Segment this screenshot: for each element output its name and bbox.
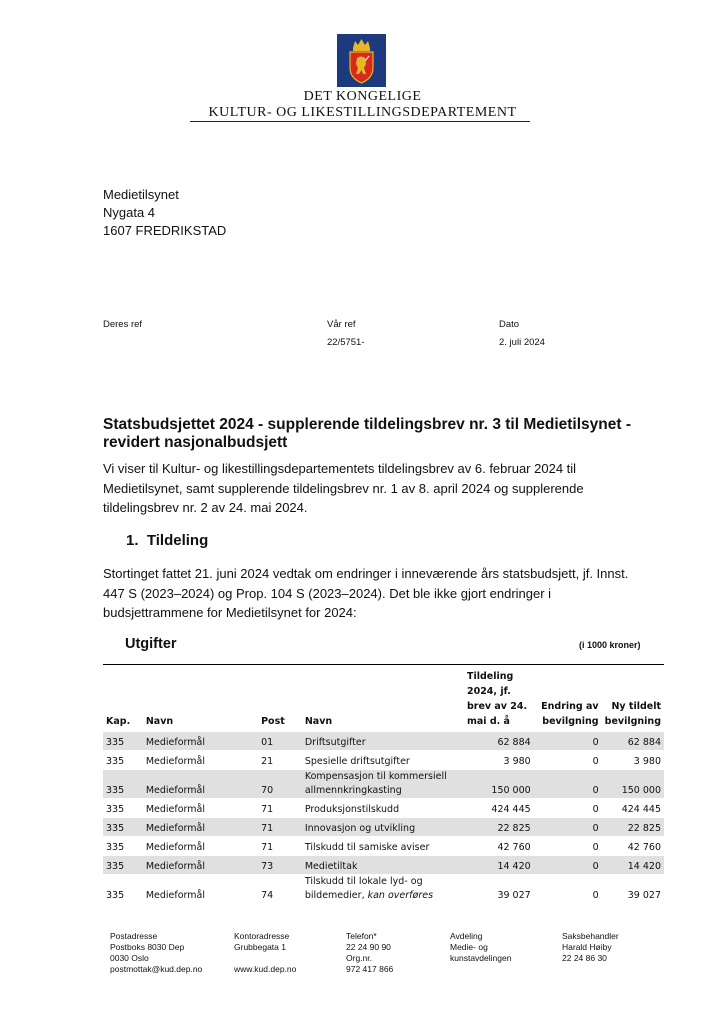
header-line: Tildeling <box>466 671 514 682</box>
cell-tildeling: 424 445 <box>464 799 534 818</box>
var-ref-label: Vår ref <box>327 319 356 330</box>
table-row <box>103 837 664 856</box>
header-line: mai d. å <box>466 716 510 727</box>
cell-postnavn: Spesielle driftsutgifter <box>302 751 464 770</box>
cell-ny: 22 825 <box>602 818 664 837</box>
table-unit: (i 1000 kroner) <box>579 640 641 650</box>
footer-line: 22 24 90 90 <box>346 942 391 952</box>
cell-kap: 335 <box>103 732 143 751</box>
col-header-post: Post <box>261 716 285 727</box>
col-header-postnavn: Navn <box>304 716 333 727</box>
cell-kap: 335 <box>103 856 143 875</box>
footer-department <box>450 931 511 964</box>
cell-ny: 42 760 <box>602 837 664 856</box>
table-row <box>103 732 664 751</box>
footer-line: Avdeling <box>450 931 483 941</box>
cell-navn: Medieformål <box>143 770 258 799</box>
header-line: 2024, jf. <box>466 686 511 697</box>
cell-postnavn: Driftsutgifter <box>302 732 464 751</box>
cell-post: 71 <box>258 799 302 818</box>
footer-postal <box>110 931 202 975</box>
recipient-city: 1607 FREDRIKSTAD <box>103 223 227 238</box>
header-line: brev av 24. <box>466 701 528 712</box>
col-header-ny <box>602 668 664 732</box>
cell-endring: 0 <box>534 856 602 875</box>
cell-post: 74 <box>258 875 302 904</box>
cell-postnavn: Tilskudd til samiske aviser <box>302 837 464 856</box>
footer-line: Kontoradresse <box>234 931 290 941</box>
recipient-address <box>103 186 226 240</box>
cell-post: 70 <box>258 770 302 799</box>
cell-tildeling: 42 760 <box>464 837 534 856</box>
ministry-name-line1: DET KONGELIGE <box>303 89 422 104</box>
footer-website[interactable]: www.kud.dep.no <box>234 964 297 974</box>
footer-office <box>234 931 296 975</box>
footer-line: Postadresse <box>110 931 158 941</box>
intro-line: tildelingsbrev nr. 2 av 24. mai 2024. <box>103 500 308 515</box>
cell-tildeling: 150 000 <box>464 770 534 799</box>
cell-post: 21 <box>258 751 302 770</box>
cell-post: 01 <box>258 732 302 751</box>
cell-kap: 335 <box>103 770 143 799</box>
table-row <box>103 770 664 799</box>
cell-ny: 39 027 <box>602 875 664 904</box>
cell-navn: Medieformål <box>143 799 258 818</box>
postnavn-line: Tilskudd til lokale lyd- og <box>304 876 423 887</box>
body-line: 447 S (2023–2024) og Prop. 104 S (2023–2024). Det ble ikke gjort endringer i <box>103 585 552 601</box>
cell-ny: 3 980 <box>602 751 664 770</box>
cell-navn: Medieformål <box>143 856 258 875</box>
table-heading: Utgifter <box>125 636 177 652</box>
footer-line: 0030 Oslo <box>110 953 149 963</box>
cell-endring: 0 <box>534 837 602 856</box>
cell-endring: 0 <box>534 818 602 837</box>
cell-post: 71 <box>258 837 302 856</box>
cell-endring: 0 <box>534 732 602 751</box>
recipient-name: Medietilsynet <box>103 187 179 202</box>
cell-post: 73 <box>258 856 302 875</box>
cell-navn: Medieformål <box>143 837 258 856</box>
cell-tildeling: 14 420 <box>464 856 534 875</box>
header-line: bevilgning <box>542 716 599 727</box>
deres-ref-label: Deres ref <box>103 319 143 330</box>
section-heading <box>126 532 208 549</box>
footer-line: 972 417 866 <box>346 964 394 974</box>
cell-endring: 0 <box>534 875 602 904</box>
footer-line: Medie- og <box>450 942 488 952</box>
footer-line: Org.nr. <box>346 953 372 963</box>
cell-tildeling: 62 884 <box>464 732 534 751</box>
table-row <box>103 818 664 837</box>
cell-endring: 0 <box>534 751 602 770</box>
cell-postnavn <box>302 770 464 799</box>
cell-ny: 14 420 <box>602 856 664 875</box>
body-line: Stortinget fattet 21. juni 2024 vedtak om endringer i inneværende års statsbudsjett, jf. Innst. <box>103 566 629 581</box>
postnavn-line: allmennkringkasting <box>304 785 402 796</box>
table-header-row <box>103 668 664 732</box>
cell-post: 71 <box>258 818 302 837</box>
intro-line: Vi viser til Kultur- og likestillingsdepartementets tildelingsbrev av 6. februar 2024 til <box>103 461 577 476</box>
table-top-rule <box>103 664 664 665</box>
col-header-kap: Kap. <box>106 716 131 727</box>
cell-endring: 0 <box>534 799 602 818</box>
cell-kap: 335 <box>103 837 143 856</box>
footer-phone <box>346 931 393 975</box>
footer-email[interactable]: postmottak@kud.dep.no <box>110 964 203 974</box>
var-ref-value: 22/5751- <box>327 337 365 348</box>
cell-postnavn: Innovasjon og utvikling <box>302 818 464 837</box>
table-row <box>103 875 664 904</box>
footer-line: kunstavdelingen <box>450 953 512 963</box>
footer-line: Saksbehandler <box>562 931 619 941</box>
table-row <box>103 751 664 770</box>
coat-of-arms-icon <box>337 34 386 87</box>
footer-line <box>234 953 296 964</box>
cell-kap: 335 <box>103 818 143 837</box>
dato-value: 2. juli 2024 <box>499 337 545 348</box>
cell-ny: 62 884 <box>602 732 664 751</box>
cell-tildeling: 22 825 <box>464 818 534 837</box>
cell-kap: 335 <box>103 875 143 904</box>
cell-kap: 335 <box>103 799 143 818</box>
footer-line: Grubbegata 1 <box>234 942 286 952</box>
intro-paragraph <box>103 459 663 518</box>
intro-line: Medietilsynet, samt supplerende tildelingsbrev nr. 1 av 8. april 2024 og supplerende <box>103 480 584 496</box>
cell-navn: Medieformål <box>143 875 258 904</box>
postnavn-italic: kan overføres <box>367 890 434 901</box>
dato-label: Dato <box>499 319 520 330</box>
ministry-name-line2: KULTUR- OG LIKESTILLINGSDEPARTEMENT <box>208 105 517 120</box>
letter-title: Statsbudsjettet 2024 - supplerende tildelingsbrev nr. 3 til Medietilsynet - revidert nasjonalbudsjett <box>103 416 631 451</box>
footer-line: 22 24 86 30 <box>562 953 607 963</box>
header-rule <box>190 121 530 122</box>
section-title: Tildeling <box>146 532 209 549</box>
col-header-navn: Navn <box>145 716 174 727</box>
cell-tildeling: 39 027 <box>464 875 534 904</box>
section-number: 1. <box>126 532 139 549</box>
postnavn-text: bildemedier, <box>304 890 368 901</box>
footer-case-officer <box>562 931 619 964</box>
cell-postnavn: Produksjonstilskudd <box>302 799 464 818</box>
cell-postnavn: Medietiltak <box>302 856 464 875</box>
cell-ny: 150 000 <box>602 770 664 799</box>
header-line: bevilgning <box>604 716 661 727</box>
budget-table <box>103 668 664 903</box>
table-row <box>103 799 664 818</box>
footer-line: Telefon* <box>346 931 377 941</box>
footer-line: Postboks 8030 Dep <box>110 942 185 952</box>
footer-line: Harald Høiby <box>562 942 612 952</box>
cell-navn: Medieformål <box>143 732 258 751</box>
postnavn-line: Kompensasjon til kommersiell <box>304 771 447 782</box>
col-header-endring <box>534 668 602 732</box>
body-paragraph <box>103 564 663 623</box>
header-line: Endring av <box>541 701 599 712</box>
table-row <box>103 856 664 875</box>
cell-navn: Medieformål <box>143 751 258 770</box>
header-line: Ny tildelt <box>611 701 661 712</box>
cell-postnavn <box>302 875 464 904</box>
recipient-street: Nygata 4 <box>103 205 156 220</box>
body-line: budsjettrammene for Medietilsynet for 2024: <box>103 605 357 620</box>
cell-navn: Medieformål <box>143 818 258 837</box>
cell-ny: 424 445 <box>602 799 664 818</box>
cell-endring: 0 <box>534 770 602 799</box>
postnavn-line <box>305 889 461 903</box>
cell-tildeling: 3 980 <box>464 751 534 770</box>
cell-kap: 335 <box>103 751 143 770</box>
col-header-tildeling <box>464 668 534 732</box>
